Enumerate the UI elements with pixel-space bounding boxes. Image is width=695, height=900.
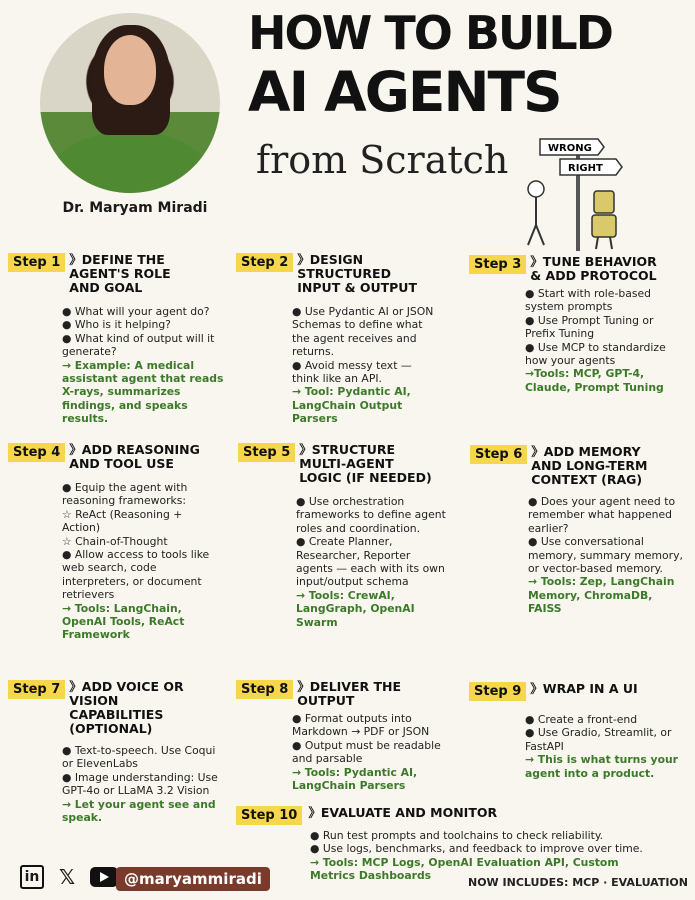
signpost-illustration [518,133,638,253]
step-line: ● What will your agent do? [62,305,210,318]
step-example: → This is what turns your agent into a product. [525,753,679,780]
step-title: 》DELIVER THE OUTPUT [297,679,402,708]
step-line: ● Use Pydantic AI or JSON Schemas to define what the agent receives and returns. [292,305,434,359]
page-subtitle: from Scratch [256,138,509,182]
step-title: 》DEFINE THE AGENT'S ROLE AND GOAL [69,252,171,295]
step-6 [470,445,692,616]
step-line: ● Create a front-end [525,713,638,726]
step-line: ● Format outputs into Markdown → PDF or JSON [292,712,430,739]
step-line: ☆ ReAct (Reasoning + Action) [62,507,183,535]
step-line: ● Output must be readable and parsable [292,738,441,766]
step-title: 》EVALUATE AND MONITOR [308,805,498,820]
step-line: ● Use Prompt Tuning or Prefix Tuning [525,313,654,341]
step-title: 》TUNE BEHAVIOR & ADD PROTOCOL [530,254,657,283]
step-badge: Step 9 [469,682,526,701]
step-line: ● Use Gradio, Streamlit, or FastAPI [525,726,672,753]
page-title-line1: HOW TO BUILD [248,6,612,60]
step-line: ● Start with role-based system prompts [525,287,651,314]
step-line: ● Image understanding: Use GPT-4o or LLaMA 3.2 Vision [62,770,218,798]
step-badge: Step 1 [8,253,65,272]
now-includes-note: NOW INCLUDES: MCP · EVALUATION [468,876,688,889]
step-line: ● What kind of output will it generate? [62,331,215,359]
step-line: ● Use MCP to standardize how your agents [525,340,666,368]
step-badge: Step 5 [238,443,295,462]
author-photo [40,13,220,193]
x-icon[interactable]: 𝕏 [59,865,76,889]
social-icons [20,865,124,889]
youtube-icon[interactable] [90,867,118,887]
step-example: → Tools: Zep, LangChain Memory, ChromaDB, FAISS [528,575,675,616]
step-line: ● Use orchestration frameworks to define agent roles and coordination. [296,495,446,535]
step-badge: Step 3 [469,255,526,274]
step-1 [8,253,228,426]
step-2 [236,253,461,426]
sign-wrong: WRONG [548,143,592,154]
step-line: ● Who is it helping? [62,318,171,332]
linkedin-icon[interactable]: in [20,865,44,889]
step-10 [236,806,676,883]
step-line: ● Run test prompts and toolchains to check reliability. [310,829,604,842]
step-9 [469,682,691,780]
author-name: Dr. Maryam Miradi [62,200,208,216]
page-title-line2: AI AGENTS [248,60,561,124]
step-badge: Step 10 [236,806,302,825]
step-example: → Tools: CrewAI, LangGraph, OpenAI Swarm [296,588,415,629]
step-title: 》ADD MEMORY AND LONG-TERM CONTEXT (RAG) [531,444,648,487]
step-badge: Step 6 [470,445,527,464]
step-line: ● Allow access to tools like web search, code interpreters, or document retrievers [62,548,210,602]
step-line: ● Use logs, benchmarks, and feedback to improve over time. [310,842,643,856]
step-badge: Step 2 [236,253,293,272]
step-line: ● Use conversational memory, summary memory, or vector-based memory. [528,535,683,576]
step-line: ● Create Planner, Researcher, Reporter agents — each with its own input/output schema [296,535,445,589]
step-line: ● Equip the agent with reasoning frameworks: [62,481,188,508]
sign-right: RIGHT [568,163,603,174]
step-example: →Tools: MCP, GPT-4, Claude, Prompt Tuning [525,367,664,394]
step-example: → Tool: Pydantic AI, LangChain Output Parsers [292,385,411,426]
step-line: ● Text-to-speech. Use Coqui or ElevenLabs [62,744,216,771]
step-badge: Step 4 [8,443,65,462]
step-8 [236,680,461,792]
step-example: → Tools: MCP Logs, OpenAI Evaluation API, Custom Metrics Dashboards [310,855,619,883]
step-badge: Step 8 [236,680,293,699]
step-example: → Example: A medical assistant agent that reads X-rays, summarizes findings, and speaks results. [62,358,224,426]
step-5 [238,443,463,629]
step-line: ● Does your agent need to remember what happened earlier? [528,495,676,535]
step-badge: Step 7 [8,680,65,699]
step-line: ☆ Chain-of-Thought [62,534,168,548]
step-line: ● Avoid messy text — think like an API. [292,358,412,386]
step-7 [8,680,230,824]
step-title: 》STRUCTURE MULTI-AGENT LOGIC (IF NEEDED) [299,442,432,485]
step-example: → Let your agent see and speak. [62,797,216,825]
step-title: 》ADD REASONING AND TOOL USE [69,442,200,471]
step-title: 》WRAP IN A UI [530,681,638,696]
step-title: 》DESIGN STRUCTURED INPUT & OUTPUT [297,252,417,295]
step-example: → Tools: Pydantic AI, LangChain Parsers [292,765,418,793]
step-title: 》ADD VOICE OR VISION CAPABILITIES (OPTIONAL) [69,679,184,736]
step-4 [8,443,228,642]
social-handle[interactable]: @maryammiradi [116,867,270,891]
step-3 [469,255,691,394]
step-example: → Tools: LangChain, OpenAI Tools, ReAct Framework [62,601,185,642]
